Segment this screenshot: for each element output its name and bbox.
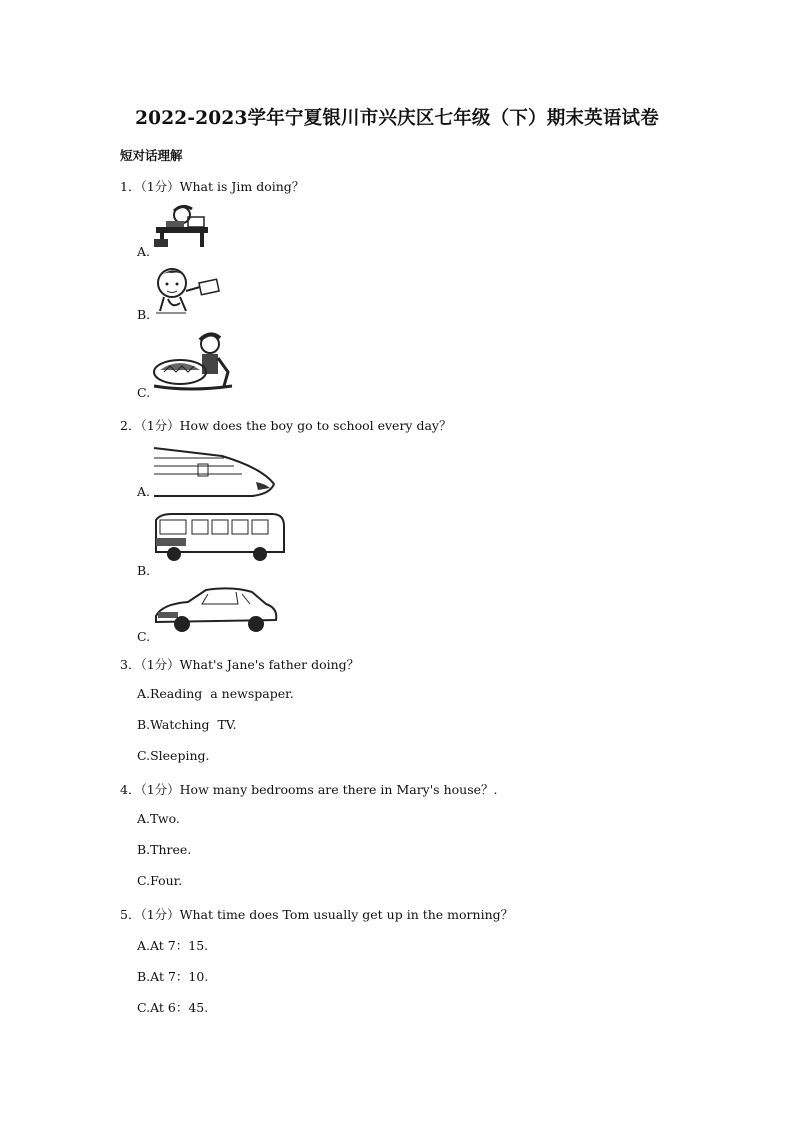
option-text: C.Sleeping. bbox=[137, 748, 210, 763]
boy-washing-clothes-picture bbox=[150, 332, 236, 392]
question-number: 1． bbox=[120, 179, 141, 194]
question-number: 4． bbox=[120, 782, 141, 797]
option-label: C. bbox=[137, 385, 151, 400]
question-3 bbox=[120, 655, 359, 673]
question-number: 2． bbox=[120, 418, 141, 433]
car-picture bbox=[152, 586, 280, 636]
question-text: What time does Tom usually get up in the morning？ bbox=[179, 907, 514, 922]
option-text: A.Reading a newspaper. bbox=[137, 686, 294, 701]
option-text: C.Four. bbox=[137, 873, 183, 888]
train-picture bbox=[152, 442, 276, 498]
option-text: A.At 7：15. bbox=[137, 938, 209, 953]
option-label: B. bbox=[137, 307, 151, 322]
boy-reading-card-picture bbox=[150, 265, 226, 317]
question-score: （1分） bbox=[140, 782, 180, 797]
question-1 bbox=[120, 177, 304, 195]
option-text: B.At 7：10. bbox=[137, 969, 209, 984]
boy-doing-homework-picture bbox=[150, 203, 212, 249]
option-label: A. bbox=[137, 244, 151, 259]
bus-picture bbox=[152, 510, 288, 566]
option-label: C. bbox=[137, 629, 151, 644]
question-number: 3． bbox=[120, 657, 141, 672]
option-label: A. bbox=[137, 484, 151, 499]
page-title: 2022-2023学年宁夏银川市兴庆区七年级（下）期末英语试卷 bbox=[135, 108, 659, 129]
option-label: B. bbox=[137, 563, 151, 578]
question-score: （1分） bbox=[140, 418, 180, 433]
question-text: How does the boy go to school every day？ bbox=[179, 418, 452, 433]
option-text: B.Three. bbox=[137, 842, 192, 857]
question-score: （1分） bbox=[140, 657, 180, 672]
option-text: C.At 6：45. bbox=[137, 1000, 209, 1015]
question-4 bbox=[120, 780, 497, 798]
option-text: B.Watching TV. bbox=[137, 717, 237, 732]
question-text: What is Jim doing？ bbox=[179, 179, 305, 194]
question-5 bbox=[120, 905, 513, 923]
section-heading: 短对话理解 bbox=[120, 148, 183, 163]
question-score: （1分） bbox=[140, 907, 180, 922]
question-text: How many bedrooms are there in Mary's house？. bbox=[179, 782, 498, 797]
question-text: What's Jane's father doing？ bbox=[179, 657, 360, 672]
question-score: （1分） bbox=[140, 179, 180, 194]
question-2 bbox=[120, 416, 451, 434]
option-text: A.Two. bbox=[137, 811, 180, 826]
question-number: 5． bbox=[120, 907, 141, 922]
